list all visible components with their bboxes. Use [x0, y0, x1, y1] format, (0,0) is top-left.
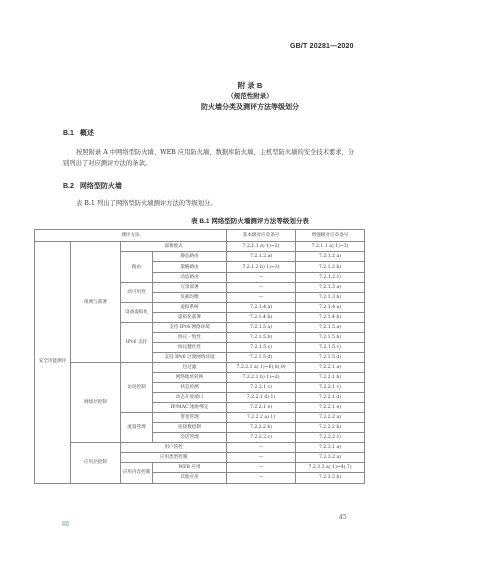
group-ipv6: IPv6 支持: [121, 322, 153, 362]
item-cell: 冗余部署: [153, 282, 227, 292]
item-cell: 应用类型控制: [121, 453, 227, 463]
group-security-function: 安全功能测评: [35, 242, 71, 483]
item-cell: WEB 应用: [153, 463, 227, 473]
enhanced-cell: 7.2.1.2 b): [296, 262, 365, 272]
basic-cell: 7.2.1.2 b) 1)~3): [227, 262, 296, 272]
enhanced-cell: 7.2.2.2 b): [296, 423, 365, 433]
enhanced-cell: 7.2.1.5 d): [296, 352, 365, 362]
basic-cell: 7.2.2.1 c): [227, 383, 296, 393]
enhanced-cell: 7.2.2.2 a): [296, 413, 365, 423]
appendix-heading: 防火墙分类及测评方法等级划分: [201, 104, 299, 111]
enhanced-cell: 7.2.3.2 a): [296, 453, 365, 463]
basic-cell: —: [227, 473, 296, 483]
enhanced-cell: 7.2.2.1 c): [296, 383, 365, 393]
group-network-control: 网络层控制: [71, 362, 121, 442]
basic-cell: 7.2.2.2 b): [227, 423, 296, 433]
section-title: 概述: [79, 130, 94, 137]
paragraph-line: 按照附录 A 中网络型防火墙、WEB 应用防火墙、数据库防火墙、主机型防火墙的安全技术要求，分: [76, 149, 355, 156]
item-cell: 策略路由: [153, 262, 227, 272]
section-b2-heading: [63, 181, 122, 191]
enhanced-cell: 7.2.1.4 b): [296, 312, 365, 322]
item-cell: 支持 IPv6 网络环境: [153, 322, 227, 332]
enhanced-cell: 7.2.2.1 a): [296, 362, 365, 372]
standard-code: GB/T 20281—2020: [290, 43, 354, 50]
basic-cell: —: [227, 443, 296, 453]
item-cell: 动态路由: [153, 272, 227, 282]
enhanced-cell: 7.2.1.4 a): [296, 302, 365, 312]
section-b1-paragraph: [63, 147, 438, 169]
enhanced-cell: 7.2.1.2 c): [296, 272, 365, 282]
basic-cell: 7.2.1.4 a): [227, 302, 296, 312]
header-basic: 基本级对应章条号: [227, 230, 296, 242]
item-cell: 负载均衡: [153, 292, 227, 302]
page-number: 45: [339, 514, 347, 521]
enhanced-cell: 7.2.1.5 c): [296, 342, 365, 352]
basic-cell: 7.2.1.1 a) 1)~2): [227, 242, 296, 252]
basic-cell: —: [227, 292, 296, 302]
basic-cell: 7.2.1.4 b): [227, 312, 296, 322]
item-cell: 动态开放端口: [153, 393, 227, 403]
enhanced-cell: 7.2.3.3 b): [296, 473, 365, 483]
item-cell: 虚拟化部署: [153, 312, 227, 322]
basic-cell: 7.2.2.2 a) 1): [227, 413, 296, 423]
enhanced-cell: 7.2.3.3 a) 1)~4),7): [296, 463, 365, 473]
item-cell: 协议健壮性: [153, 342, 227, 352]
table-row: [35, 362, 365, 372]
item-cell: 支持 IPv6 过渡网络环境: [153, 352, 227, 362]
basic-cell: 7.2.2.1 a) 1)~6),8),9): [227, 362, 296, 372]
basic-cell: 7.2.1.2 a): [227, 252, 296, 262]
enhanced-cell: 7.2.2.1 b): [296, 373, 365, 383]
group-access-control: 访问控制: [121, 362, 153, 412]
paragraph-line: 表 B.1 列出了网络型防火墙测评方法的等级划分。: [76, 200, 217, 207]
basic-cell: —: [227, 463, 296, 473]
section-number: B.1: [63, 130, 74, 137]
basic-cell: —: [227, 282, 296, 292]
group-routing: 路由: [121, 252, 153, 282]
section-b2-paragraph: [63, 198, 438, 209]
corner-mark: [62, 521, 69, 526]
enhanced-cell: 7.2.2.2 c): [296, 433, 365, 443]
group-content-control: 应用内容控制: [121, 463, 153, 483]
basic-cell: 7.2.1.5 c): [227, 342, 296, 352]
item-cell: 包过滤: [153, 362, 227, 372]
item-cell: IP/MAC 地址绑定: [153, 403, 227, 413]
basic-cell: 7.2.1.5 a): [227, 322, 296, 332]
group-high-availability: 高可用性: [121, 282, 153, 302]
enhanced-cell: 7.2.3.1 a): [296, 443, 365, 453]
table-header-row: [35, 230, 365, 242]
section-title: 网络型防火墙: [79, 183, 122, 190]
enhanced-cell: 7.2.1.5 a): [296, 322, 365, 332]
group-virtualization: 设备虚拟化: [121, 302, 153, 322]
table-row: [35, 443, 365, 453]
section-b1-heading: [63, 128, 94, 138]
item-cell: 虚拟系统: [153, 302, 227, 312]
group-network-deploy: 组网与部署: [71, 242, 121, 363]
item-cell: 状态检测: [153, 383, 227, 393]
basic-cell: 7.2.1.5 d): [227, 352, 296, 362]
enhanced-cell: 7.2.1.3 b): [296, 292, 365, 302]
basic-cell: 7.2.1.5 b): [227, 332, 296, 342]
basic-cell: 7.2.2.2 c): [227, 433, 296, 443]
basic-cell: 7.2.2.1 d) 1): [227, 393, 296, 403]
paragraph-line: 别列出了对应测评方法的条款。: [63, 160, 152, 167]
evaluation-table: [34, 229, 365, 484]
table-caption: 表 B.1 网络型防火墙测评方法等级划分表: [191, 218, 309, 225]
appendix-subtitle: （规范性附录）: [227, 93, 273, 100]
item-cell: 静态路由: [153, 252, 227, 262]
enhanced-cell: 7.2.1.2 a): [296, 252, 365, 262]
table-row: [35, 242, 365, 252]
item-cell: 协议一致性: [153, 332, 227, 342]
item-cell: 带宽管理: [153, 413, 227, 423]
group-traffic-management: 流量管理: [121, 413, 153, 443]
section-number: B.2: [63, 183, 74, 190]
basic-cell: —: [227, 272, 296, 282]
basic-cell: 7.2.2.1 e): [227, 403, 296, 413]
basic-cell: 7.2.2.1 b) 1)~2): [227, 373, 296, 383]
group-app-control: 应用层控制: [71, 443, 121, 483]
item-cell: 用户管控: [121, 443, 227, 453]
header-method: 测评方法: [35, 230, 227, 242]
item-cell: 网络地址转换: [153, 373, 227, 383]
basic-cell: —: [227, 453, 296, 463]
item-cell: 部署模式: [121, 242, 227, 252]
item-cell: 连接数控制: [153, 423, 227, 433]
item-cell: 会话管理: [153, 433, 227, 443]
enhanced-cell: 7.2.1.1 a) 1)~3): [296, 242, 365, 252]
enhanced-cell: 7.2.2.1 d): [296, 393, 365, 403]
enhanced-cell: 7.2.1.5 b): [296, 332, 365, 342]
enhanced-cell: 7.2.2.1 e): [296, 403, 365, 413]
item-cell: 其他应用: [153, 473, 227, 483]
header-enhanced: 增强级对应章条号: [296, 230, 365, 242]
appendix-title: 附 录 B: [237, 81, 263, 90]
enhanced-cell: 7.2.1.3 a): [296, 282, 365, 292]
